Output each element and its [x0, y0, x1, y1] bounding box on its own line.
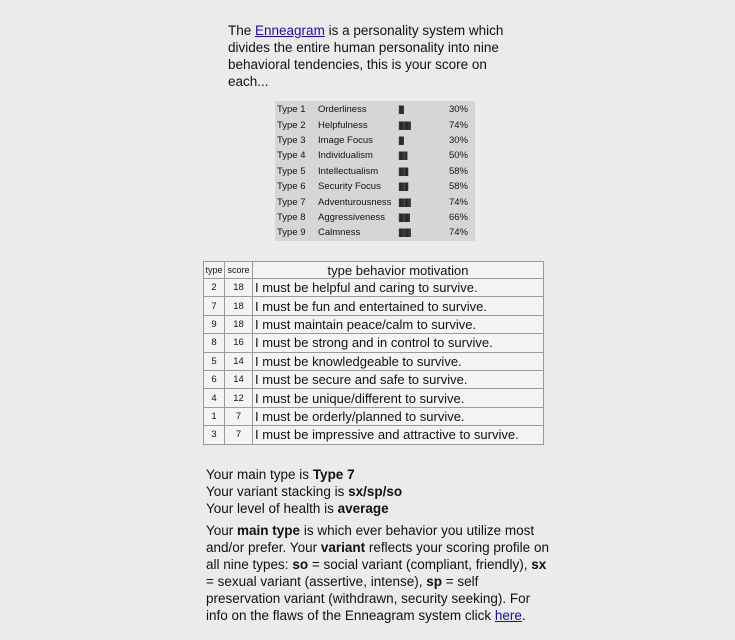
type-name: Image Focus	[318, 134, 373, 146]
score-percent: 50%	[448, 150, 468, 162]
row-score: 14	[225, 352, 253, 370]
explanation-text: reflects your scoring profile on all nine types:	[206, 540, 549, 572]
score-bar: |||||||||||	[398, 181, 408, 193]
motivation-row	[204, 370, 544, 388]
score-bar: ||||||||||	[398, 150, 407, 162]
type-score-row	[277, 194, 468, 209]
row-type: 2	[204, 279, 225, 297]
motivation-row	[204, 315, 544, 333]
type-label: Type 4	[277, 150, 306, 162]
variant-value: sx/sp/so	[348, 484, 403, 499]
row-score: 18	[225, 315, 253, 333]
explanation-bold-sx: sx	[531, 557, 547, 572]
variant-label: Your variant stacking is	[206, 484, 349, 499]
intro-text-before: The	[228, 23, 256, 38]
type-label: Type 1	[277, 104, 306, 116]
type-label: Type 9	[277, 227, 306, 239]
row-motivation: I must be unique/different to survive.	[253, 389, 544, 407]
main-type-line	[206, 466, 551, 483]
row-motivation: I must be orderly/planned to survive.	[253, 407, 544, 425]
type-label: Type 6	[277, 181, 306, 193]
type-score-row	[277, 102, 468, 117]
enneagram-link[interactable]: Enneagram	[255, 23, 325, 38]
row-motivation: I must be secure and safe to survive.	[253, 370, 544, 388]
row-type: 6	[204, 370, 225, 388]
type-name: Orderliness	[318, 104, 367, 116]
health-line	[206, 500, 551, 517]
header-score: score	[225, 262, 253, 279]
health-label: Your level of health is	[206, 501, 338, 516]
motivation-row	[204, 407, 544, 425]
row-score: 7	[225, 426, 253, 444]
row-type: 4	[204, 389, 225, 407]
explanation-bold-main-type: main type	[237, 523, 301, 538]
motivation-row	[204, 426, 544, 444]
row-motivation: I must be helpful and caring to survive.	[253, 279, 544, 297]
type-score-row	[277, 133, 468, 148]
motivation-header-row	[204, 262, 544, 279]
row-score: 18	[225, 279, 253, 297]
type-score-row	[277, 164, 468, 179]
type-label: Type 8	[277, 211, 306, 223]
explanation-bold-variant: variant	[320, 540, 366, 555]
score-bar: ||||||||||||||	[398, 119, 411, 131]
type-name: Adventurousness	[318, 196, 392, 208]
type-name: Security Focus	[318, 181, 381, 193]
explanation-paragraph	[206, 522, 551, 624]
type-score-row	[277, 225, 468, 240]
explanation-bold-sp: sp	[426, 574, 442, 589]
motivation-row	[204, 389, 544, 407]
main-type-value: Type 7	[312, 467, 355, 482]
type-label: Type 5	[277, 165, 306, 177]
type-score-box	[275, 101, 475, 241]
health-value: average	[337, 501, 389, 516]
row-motivation: I must be strong and in control to survive.	[253, 334, 544, 352]
row-motivation: I must be knowledgeable to survive.	[253, 352, 544, 370]
row-motivation: I must maintain peace/calm to survive.	[253, 315, 544, 333]
score-percent: 30%	[448, 134, 468, 146]
variant-line	[206, 483, 551, 500]
score-percent: 58%	[448, 165, 468, 177]
type-score-table	[277, 102, 468, 241]
score-bar: ||||||||||||||	[398, 227, 411, 239]
row-type: 3	[204, 426, 225, 444]
header-motivation: type behavior motivation	[253, 262, 544, 279]
row-motivation: I must be impressive and attractive to survive.	[253, 426, 544, 444]
explanation-text: = self preservation variant (withdrawn, security seeking). For info on the flaws of the Enneagram system click	[206, 574, 531, 623]
row-type: 8	[204, 334, 225, 352]
explanation-text: Your	[206, 523, 238, 538]
motivation-row	[204, 297, 544, 315]
row-type: 9	[204, 315, 225, 333]
row-type: 1	[204, 407, 225, 425]
score-percent: 74%	[448, 119, 468, 131]
main-type-label: Your main type is	[206, 467, 313, 482]
score-bar: |||||||||||	[398, 165, 408, 177]
score-percent: 30%	[448, 104, 468, 116]
motivation-row	[204, 279, 544, 297]
explanation-text: is which ever behavior you utilize most and/or prefer. Your	[206, 523, 535, 555]
type-score-row	[277, 117, 468, 132]
row-score: 7	[225, 407, 253, 425]
explanation-text: .	[521, 608, 526, 623]
motivation-row	[204, 334, 544, 352]
score-percent: 58%	[448, 181, 468, 193]
explanation-bold-so: so	[292, 557, 309, 572]
row-score: 18	[225, 297, 253, 315]
row-motivation: I must be fun and entertained to survive.	[253, 297, 544, 315]
row-score: 16	[225, 334, 253, 352]
type-name: Individualism	[318, 150, 373, 162]
type-score-row	[277, 210, 468, 225]
type-score-row	[277, 148, 468, 163]
type-name: Calmness	[318, 227, 361, 239]
type-label: Type 3	[277, 134, 306, 146]
score-percent: 74%	[448, 227, 468, 239]
motivation-row	[204, 352, 544, 370]
flaws-info-link[interactable]: here	[494, 608, 522, 623]
row-score: 12	[225, 389, 253, 407]
score-bar: ||||||	[398, 134, 404, 146]
type-label: Type 2	[277, 119, 306, 131]
result-summary	[206, 466, 551, 624]
score-bar: |||||||||||||	[398, 211, 410, 223]
header-type: type	[204, 262, 225, 279]
score-percent: 66%	[448, 211, 468, 223]
type-label: Type 7	[277, 196, 306, 208]
intro-text-after: is a personality system which divides the entire human personality into nine behavioral tendencies, this is your score on each...	[228, 23, 504, 89]
type-name: Helpfulness	[318, 119, 368, 131]
type-score-row	[277, 179, 468, 194]
type-name: Aggressiveness	[318, 211, 386, 223]
explanation-text: = social variant (compliant, friendly),	[308, 557, 532, 572]
score-bar: ||||||||||||||	[398, 196, 411, 208]
intro-paragraph	[228, 22, 528, 90]
explanation-text: = sexual variant (assertive, intense),	[206, 574, 427, 589]
type-name: Intellectualism	[318, 165, 379, 177]
row-type: 5	[204, 352, 225, 370]
motivation-table	[203, 261, 544, 445]
score-bar: ||||||	[398, 104, 404, 116]
score-percent: 74%	[448, 196, 468, 208]
row-type: 7	[204, 297, 225, 315]
row-score: 14	[225, 370, 253, 388]
